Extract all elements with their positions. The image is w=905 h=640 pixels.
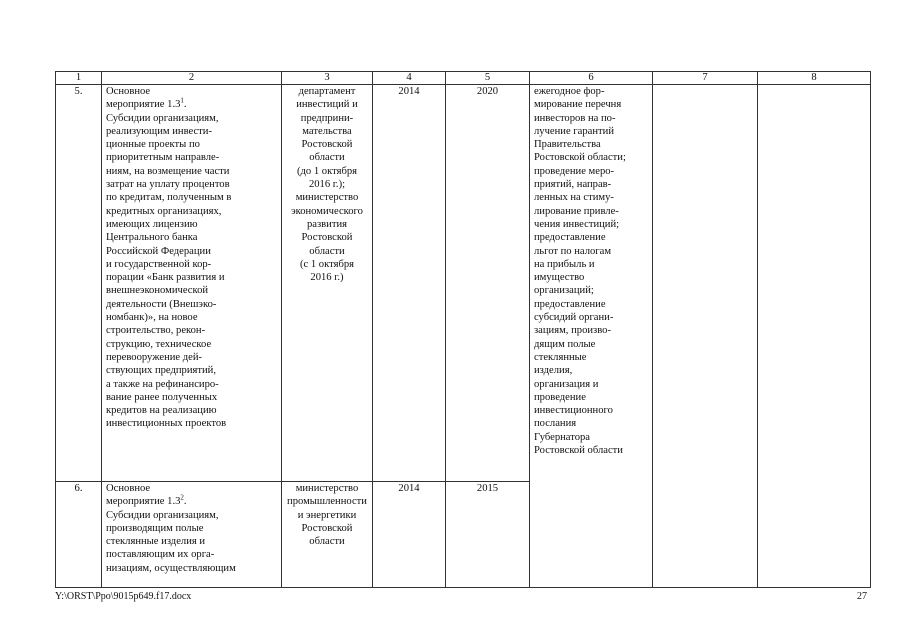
row-number: 6.	[56, 482, 102, 588]
title-suffix: .	[183, 496, 187, 508]
row-number: 5.	[56, 85, 102, 482]
measure-title-line1: Основное	[106, 86, 151, 97]
header-cell: 4	[373, 72, 446, 85]
measure-title-line2: мероприятие 1.3	[106, 496, 181, 508]
header-row	[56, 72, 871, 85]
header-cell: 8	[758, 72, 871, 85]
executor-cell: министерство промышленности и энергетики Ростовской области	[282, 482, 373, 588]
table-row	[56, 85, 871, 482]
footnote-marker: 2	[180, 493, 184, 502]
measure-description: Субсидии организациям, реализующим инвести- ционные проекты по приоритетным направле- ниям, на возмещение части затрат на уплату процентов по кредитам, полученным в кредитных организациях, имеющих лицензию Центрального банка Российской Федерации и государственной кор- порации «Банк развития и внешнеэкономической деятельности (Внешэко- номбанк)», на новое строительство, рекон- струкцию, техническое перевооружение дей- ствующих предприятий, а также на рефинансиро- вание ранее полученных кредитов на реализацию инвестиционных проектов	[106, 112, 232, 430]
start-year-cell: 2014	[373, 482, 446, 588]
footer-file-path: Y:\ORST\Ppo\9015p649.f17.docx	[55, 591, 192, 602]
footnote-marker: 1	[180, 96, 184, 105]
measure-cell	[102, 482, 282, 588]
start-year-cell: 2014	[373, 85, 446, 482]
program-table	[55, 71, 871, 588]
header-cell: 1	[56, 72, 102, 85]
end-year-cell: 2020	[446, 85, 530, 482]
header-cell: 3	[282, 72, 373, 85]
page-number: 27	[857, 591, 867, 602]
header-cell: 6	[530, 72, 653, 85]
executor-cell: департамент инвестиций и предприни- мательства Ростовской области (до 1 октября 2016 г.); министерство экономического развития Ростовской области (с 1 октября 2016 г.)	[282, 85, 373, 482]
result-cell: ежегодное фор- мирование перечня инвесторов на по- лучение гарантий Правительства Ростовской области; проведение меро- приятий, направ- ленных на стиму- лирование привле- чения инвестиций; предоставление льгот по налогам на прибыль и имущество организаций; предоставление субсидий органи- зациям, произво- дящим полые стеклянные изделия, организация и проведение инвестиционного послания Губернатора Ростовской области	[530, 85, 653, 588]
column-8-cell	[758, 85, 871, 588]
end-year-cell: 2015	[446, 482, 530, 588]
measure-description: Субсидии организациям, производящим полые стеклянные изделия и поставляющим их орга- низациям, осуществляющим	[106, 509, 236, 574]
measure-cell	[102, 85, 282, 482]
column-7-cell	[653, 85, 758, 588]
header-cell: 5	[446, 72, 530, 85]
header-cell: 2	[102, 72, 282, 85]
measure-title-line2: мероприятие 1.3	[106, 99, 181, 111]
header-cell: 7	[653, 72, 758, 85]
measure-title-line1: Основное	[106, 483, 151, 494]
title-suffix: .	[183, 99, 187, 111]
